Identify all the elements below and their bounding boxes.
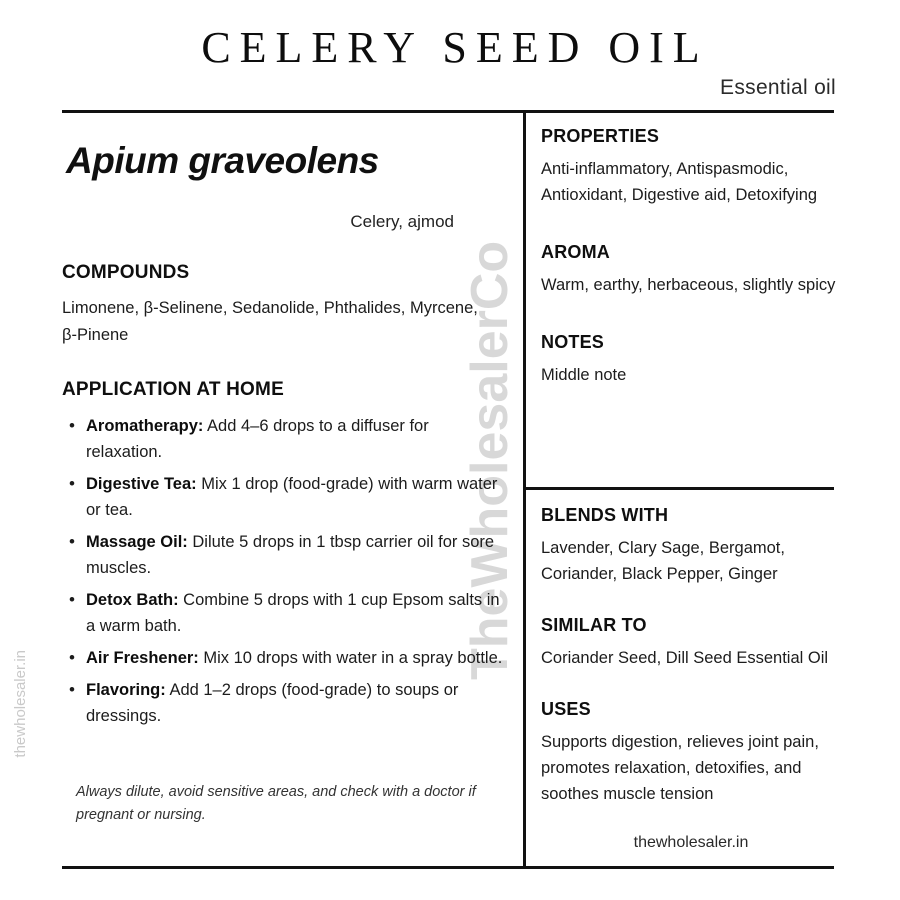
notes-text: Middle note (541, 366, 627, 384)
blends-text: Lavender, Clary Sage, Bergamot, Coriander, Black Pepper, Ginger (541, 539, 785, 583)
compounds-text: Limonene, β-Selinene, Sedanolide, Phthalides, Myrcene, β-Pinene (62, 299, 478, 344)
brand-watermark: TheWholesalerCo (461, 240, 519, 680)
list-item-label: Detox Bath: (86, 591, 179, 609)
compounds-heading: COMPOUNDS (62, 262, 190, 283)
list-item (86, 413, 506, 465)
list-item-label: Digestive Tea: (86, 475, 197, 493)
aroma-heading: AROMA (541, 242, 610, 262)
safety-disclaimer: Always dilute, avoid sensitive areas, and check with a doctor if pregnant or nursing. (76, 784, 476, 823)
list-item (86, 529, 506, 581)
botanical-name: Apium graveolens (66, 140, 379, 181)
properties-heading: PROPERTIES (541, 126, 660, 146)
uses-heading: USES (541, 699, 591, 719)
page-subtitle: Essential oil (720, 76, 836, 99)
list-item-label: Air Freshener: (86, 649, 199, 667)
uses-text: Supports digestion, relieves joint pain, promotes relaxation, detoxifies, and soothes muscle tension (541, 733, 819, 803)
list-item (86, 645, 506, 671)
divider-right-middle (526, 487, 834, 490)
list-item-text: Combine 5 drops with 1 cup Epsom salts in a warm bath. (86, 591, 500, 635)
similar-heading: SIMILAR TO (541, 615, 647, 635)
right-column-lower (541, 505, 851, 807)
aroma-text: Warm, earthy, herbaceous, slightly spicy (541, 276, 836, 294)
applications-heading: APPLICATION AT HOME (62, 379, 284, 400)
notes-heading: NOTES (541, 332, 605, 352)
similar-text: Coriander Seed, Dill Seed Essential Oil (541, 649, 829, 667)
list-item-text: Add 1–2 drops (food-grade) to soups or dressings. (86, 681, 459, 725)
properties-text: Anti-inflammatory, Antispasmodic, Antioxidant, Digestive aid, Detoxifying (541, 160, 818, 204)
list-item-label: Aromatherapy: (86, 417, 204, 435)
common-names: Celery, ajmod (350, 212, 454, 231)
list-item-text: Dilute 5 drops in 1 tbsp carrier oil for sore muscles. (86, 533, 495, 577)
list-item-text: Mix 10 drops with water in a spray bottle. (198, 649, 503, 667)
left-column (62, 126, 514, 861)
list-item-label: Flavoring: (86, 681, 166, 699)
list-item (86, 471, 506, 523)
right-column-upper (541, 126, 841, 388)
list-item-text: Mix 1 drop (food-grade) with warm water or tea. (86, 475, 498, 519)
divider-bottom (62, 866, 834, 869)
site-watermark: thewholesaler.in (12, 650, 29, 758)
list-item-text: Add 4–6 drops to a diffuser for relaxation. (86, 417, 429, 461)
footer-url: thewholesaler.in (633, 834, 749, 851)
applications-list (62, 413, 514, 729)
blends-heading: BLENDS WITH (541, 505, 669, 525)
list-item (86, 677, 506, 729)
divider-top (62, 110, 834, 113)
list-item (86, 587, 506, 639)
list-item-label: Massage Oil: (86, 533, 188, 551)
page-title: CELERY SEED OIL (201, 23, 709, 72)
